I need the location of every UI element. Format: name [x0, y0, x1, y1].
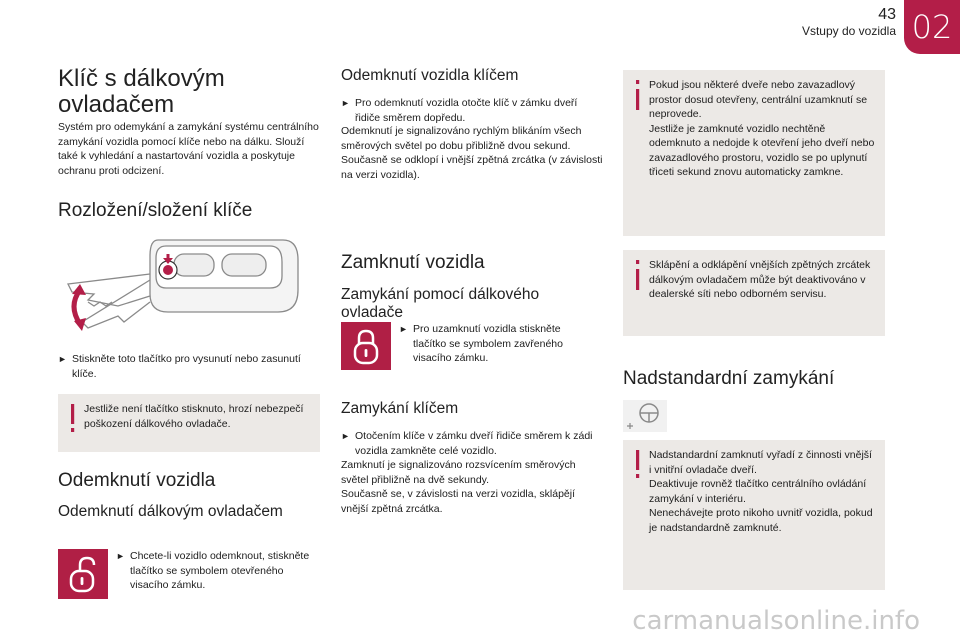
- unlock-remote-bullet: [116, 549, 312, 593]
- section-title: Vstupy do vozidla: [801, 24, 896, 38]
- info-box-2: [623, 250, 885, 336]
- deadlock-title: Nadstandardní zamykání: [623, 368, 835, 389]
- deadlock-warning-box: [623, 440, 885, 590]
- info-icon: [631, 260, 645, 290]
- bullet-arrow-icon: ►: [58, 354, 67, 364]
- warning-icon: [66, 404, 80, 434]
- bullet-arrow-icon: ►: [399, 324, 408, 334]
- warning-icon: [631, 450, 645, 480]
- fold-warning-text: Jestliže není tlačítko stisknuto, hrozí nebezpečí poškození dálkového ovladače.: [84, 403, 304, 430]
- fold-warning-box: [58, 394, 320, 452]
- open-padlock-icon: [58, 549, 108, 599]
- lock-key-bullet: [341, 429, 603, 458]
- unlock-key-bullet-text: Pro odemknutí vozidla otočte klíč v zámku dveří řidiče směrem dopředu.: [355, 97, 578, 124]
- bullet-arrow-icon: ►: [341, 431, 350, 441]
- info-box-1: [623, 70, 885, 236]
- info-box-2-text: Sklápění a odklápění vnějších zpětných zrcátek dálkovým ovladačem může být deaktivováno v dealerské síti nebo odborném servisu.: [649, 259, 871, 300]
- steering-wheel-lock-icon: [623, 400, 667, 432]
- lock-key-title: Zamykání klíčem: [341, 400, 459, 417]
- bullet-arrow-icon: ►: [116, 551, 125, 561]
- fold-bullet-text: Stiskněte toto tlačítko pro vysunutí nebo zasunutí klíče.: [72, 353, 301, 380]
- deadlock-warning-text: Nadstandardní zamknutí vyřadí z činnosti vnější i vnitřní ovladače dveří. Deaktivuje rovněž tlačítko centrálního ovládání zamykání v interiéru. Nenechávejte proto nikoho uvnitř vozidla, pokud je nadstandardně zamknuté.: [649, 449, 873, 534]
- lock-key-text: Zamknutí je signalizováno rozsvícením směrových světel přibližně na dvě sekundy. Současně se, v závislosti na verzi vozidla, sklápějí vnější zpětná zrcátka.: [341, 459, 576, 515]
- lock-remote-bullet-text: Pro uzamknutí vozidla stiskněte tlačítko se symbolem zavřeného visacího zámku.: [413, 323, 563, 364]
- unlock-title: Odemknutí vozidla: [58, 470, 216, 491]
- chapter-tab: 02: [904, 0, 960, 54]
- bullet-arrow-icon: ►: [341, 98, 350, 108]
- fold-bullet: [58, 352, 320, 381]
- unlock-key-bullet: [341, 96, 603, 125]
- page-title: Klíč s dálkovým ovladačem: [58, 65, 225, 118]
- page-number: 43: [878, 6, 896, 23]
- info-box-1-text: Pokud jsou některé dveře nebo zavazadlový prostor dosud otevřeny, centrální uzamknutí se neprovede. Jestliže je zamknuté vozidlo nechtěně odemknuto a nedojde k otevření jeho dveří nebo zavazadlového prostoru, vozidlo se po uplynutí třiceti sekund znovu automaticky zamkne.: [649, 79, 875, 178]
- lock-key-bullet-text: Otočením klíče v zámku dveří řidiče směrem k zádi vozidla zamkněte celé vozidlo.: [355, 430, 593, 457]
- unlock-key-text: Odemknutí je signalizováno rychlým blikáním všech směrových světel po dobu přibližně dvou sekund. Současně se odklopí i vnější zpětná zrcátka (v závislosti na verzi vozidla).: [341, 125, 603, 181]
- closed-padlock-icon: [341, 322, 391, 370]
- lock-remote-title: Zamykání pomocí dálkového ovladače: [341, 286, 540, 321]
- unlock-button-tile: [58, 549, 108, 599]
- info-icon: [631, 80, 645, 110]
- lock-remote-bullet: [399, 322, 595, 366]
- unlock-remote-bullet-text: Chcete-li vozidlo odemknout, stiskněte tlačítko se symbolem otevřeného visacího zámku.: [130, 550, 310, 591]
- watermark: carmanualsonline.info: [632, 606, 920, 636]
- lock-title: Zamknutí vozidla: [341, 252, 485, 273]
- fold-title: Rozložení/složení klíče: [58, 200, 253, 221]
- unlock-key-title: Odemknutí vozidla klíčem: [341, 67, 519, 84]
- key-illustration: [58, 232, 320, 340]
- unlock-remote-title: Odemknutí dálkovým ovladačem: [58, 503, 283, 520]
- lock-button-tile: [341, 322, 391, 370]
- intro-text: Systém pro odemykání a zamykání systému centrálního zamykání vozidla pomocí klíče nebo na dálku. Slouží také k vyhledání a nastartování vozidla a poskytuje ochranu proti odcizení.: [58, 121, 319, 177]
